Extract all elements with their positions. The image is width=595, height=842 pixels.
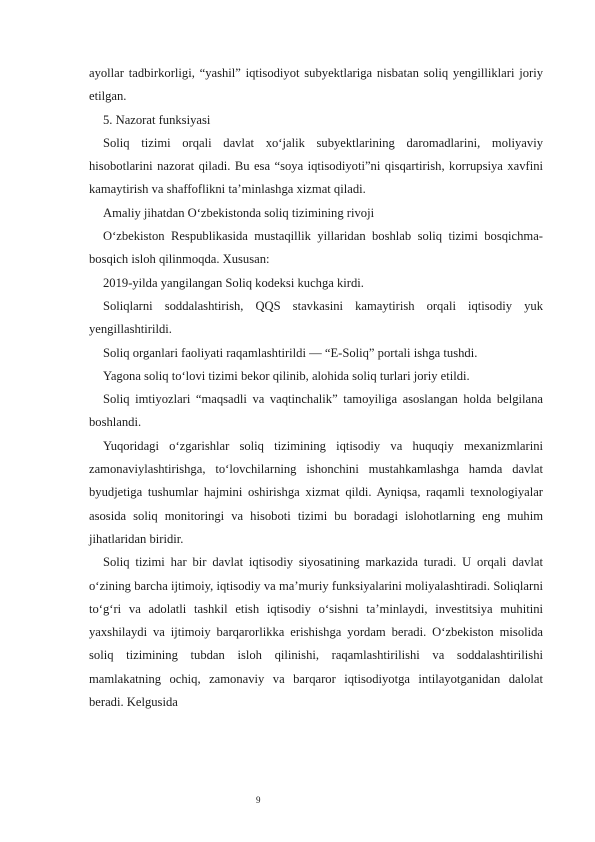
paragraph-control-function: Soliq tizimi orqali davlat xo‘jalik subyektlarining daromadlarini, moliyaviy hisobotlarini nazorat qiladi. Bu esa “soya iqtisodiyoti”ni qisqartirish, korrupsiya xavfini kamaytirish va shaffoflikni ta’minlashga xizmat qiladi. — [89, 135, 543, 197]
list-item-vat-simplification: Soliqlarni soddalashtirish, QQS stavkasini kamaytirish orqali iqtisodiy yuk yengillashtirildi. — [89, 298, 543, 337]
paragraph-reform-intro: O‘zbekiston Respublikasida mustaqillik yillaridan boshlab soliq tizimi bosqichma-bosqich isloh qilinmoqda. Xususan: — [89, 229, 543, 267]
paragraph-continuation: ayollar tadbirkorligi, “yashil” iqtisodiyot subyektlariga nisbatan soliq yengilliklari joriy etilgan. — [89, 66, 543, 104]
paragraph-conclusion: Soliq tizimi har bir davlat iqtisodiy siyosatining markazida turadi. U orqali davlat o‘zining barcha ijtimoiy, iqtisodiy va ma’muriy funksiyalarini moliyalashtiradi. Soliqlarni to‘g‘ri va adolatli tashkil etish iqtisodiy o‘sishni ta’minlaydi, investitsiya muhitini yaxshilaydi va ijtimoiy barqarorlikka erishishga yordam beradi. O‘zbekiston misolida soliq tizimining tubdan isloh qilinishi, raqamlashtirilishi va soddalashtirilishi mamlakatning ochiq, zamonaviy va barqaror iqtisodiyotga intilayotganidan dalolat beradi. Kelgusida — [89, 555, 543, 710]
list-item-tax-code-2019: 2019-yilda yangilangan Soliq kodeksi kuchga kirdi. — [103, 275, 364, 290]
paragraph-reform-summary: Yuqoridagi o‘zgarishlar soliq tizimining iqtisodiy va huquqiy mexanizmlarini zamonaviylashtirishga, to‘lovchilarning ishonchini mustahkamlashga hamda davlat byudjetiga tushumlar hajmini oshirishga xizmat qildi. Ayniqsa, raqamli texnologiyalar asosida soliq monitoringi va hisoboti tizimi bu boradagi islohotlarning eng muhim jihatlaridan biridir. — [89, 438, 543, 546]
list-item-tax-benefits: Soliq imtiyozlari “maqsadli va vaqtinchalik” tamoyiliga asoslangan holda belgilana boshlandi. — [89, 392, 543, 430]
section-heading-control-function: 5. Nazorat funksiyasi — [103, 112, 211, 127]
page-number: 9 — [256, 795, 261, 805]
list-item-e-soliq-portal: Soliq organlari faoliyati raqamlashtirildi — “E-Soliq” portali ishga tushdi. — [103, 345, 478, 360]
list-item-single-tax-abolished: Yagona soliq to‘lovi tizimi bekor qilinib, alohida soliq turlari joriy etildi. — [103, 368, 470, 383]
section-heading-uzbekistan-tax-development: Amaliy jihatdan O‘zbekistonda soliq tizimining rivoji — [103, 205, 375, 220]
document-page — [89, 62, 543, 714]
